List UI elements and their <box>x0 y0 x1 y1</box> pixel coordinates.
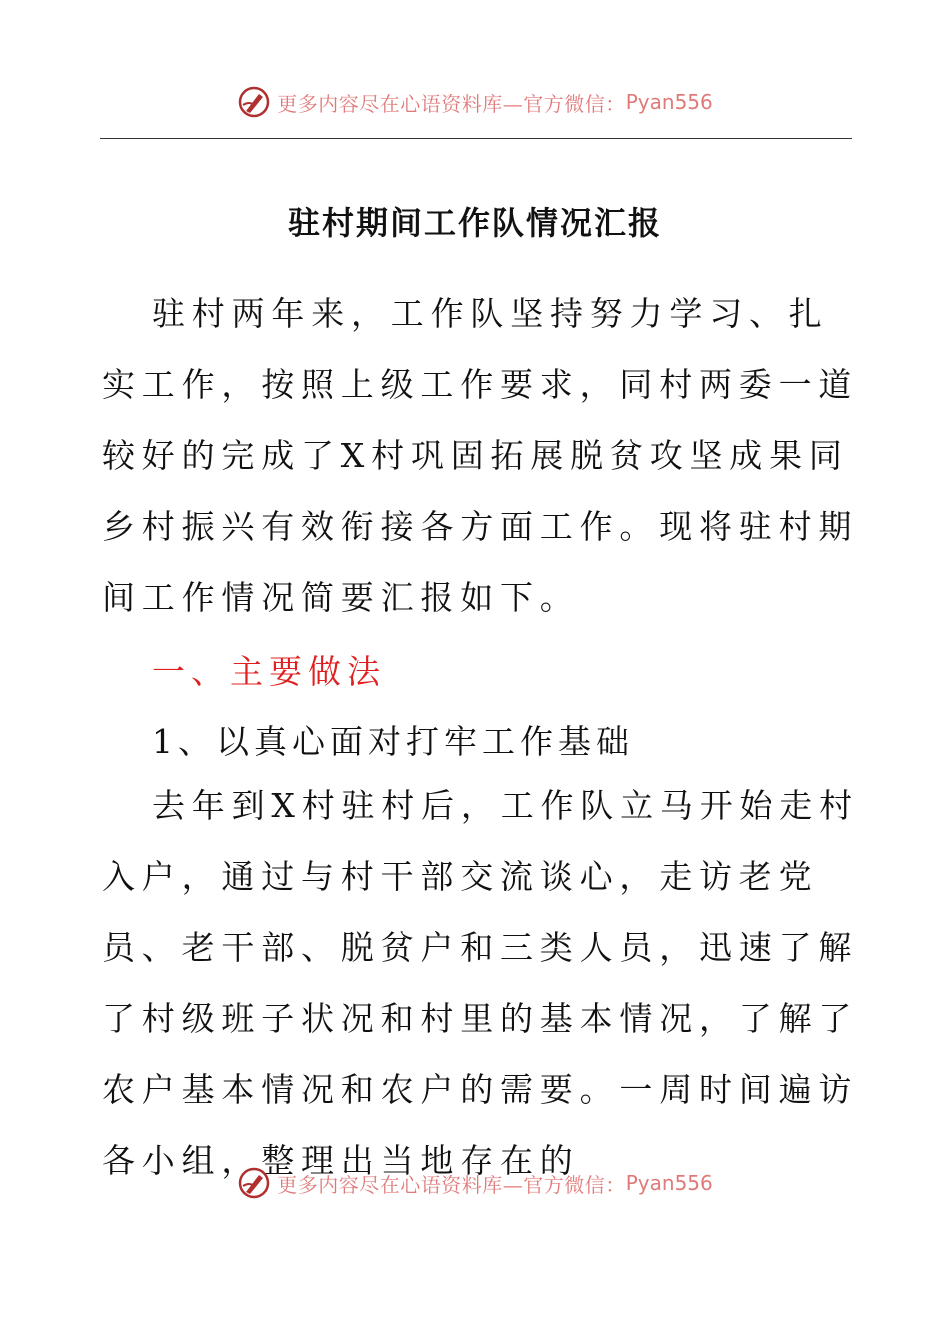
watermark-banner-bottom <box>0 1163 950 1203</box>
watermark-wechat-id: Pyan556 <box>625 1171 713 1195</box>
watermark-text: 更多内容尽在心语资料库—官方微信： <box>277 1172 626 1197</box>
subheading: 1、以真心面对打牢工作基础 <box>152 722 634 761</box>
pen-nib-logo <box>237 85 271 119</box>
header-rule <box>100 138 852 139</box>
pen-nib-logo <box>237 1166 271 1200</box>
watermark-wechat-id: Pyan556 <box>625 90 713 114</box>
document-title: 驻村期间工作队情况汇报 <box>287 204 662 242</box>
watermark-banner-top <box>0 82 950 122</box>
intro-paragraph: 驻村两年来，工作队坚持努力学习、扎实工作，按照上级工作要求，同村两委一道较好的完成了X村巩固拓展脱贫攻坚成果同乡村振兴有效衔接各方面工作。现将驻村期间工作情况简要汇报如下。 <box>102 294 859 617</box>
body-paragraph: 去年到X村驻村后，工作队立马开始走村入户，通过与村干部交流谈心，走访老党员、老干部、脱贫户和三类人员，迅速了解了村级班子状况和村里的基本情况，了解了农户基本情况和农户的需要。一周时间遍访各小组，整理出当地存在的 <box>102 786 859 1180</box>
watermark-text: 更多内容尽在心语资料库—官方微信： <box>277 91 626 116</box>
section-heading: 一、主要做法 <box>152 652 386 691</box>
